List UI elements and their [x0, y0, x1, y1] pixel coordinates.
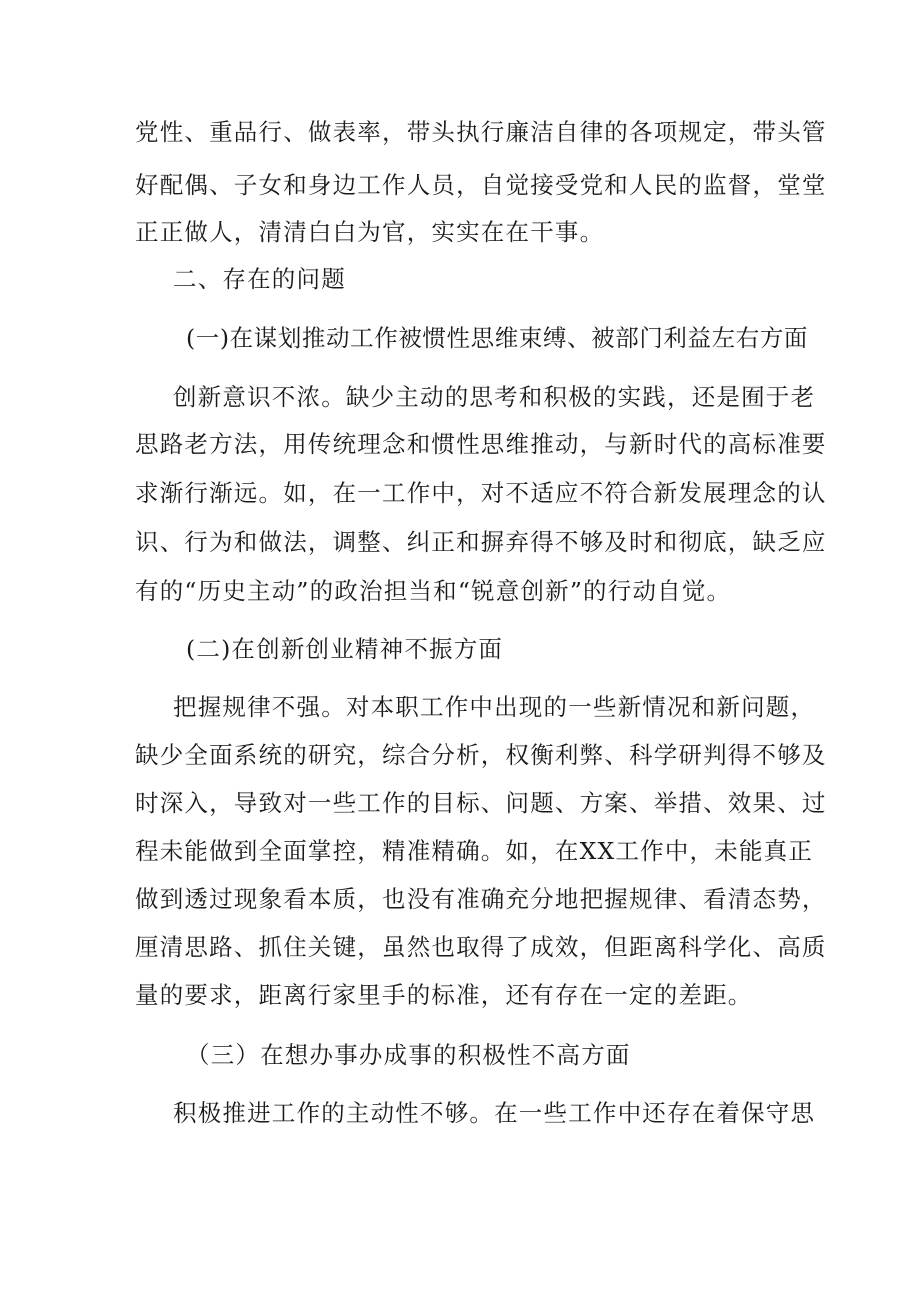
subsection-heading: (一)在谋划推动工作被惯性思维束缚、被部门利益左右方面	[186, 324, 809, 352]
subsection-heading: (二)在创新创业精神不振方面	[186, 635, 504, 663]
subsection-heading: （三）在想办事办成事的积极性不高方面	[186, 1041, 631, 1069]
body-text-line: 创新意识不浓。缺少主动的思考和积极的实践，还是囿于老	[173, 383, 816, 411]
section-heading: 二、存在的问题	[173, 265, 346, 293]
body-text-line: 思路老方法，用传统理念和惯性思维推动，与新时代的高标准要	[135, 430, 827, 458]
body-text-line: 有的“历史主动”的政治担当和“锐意创新”的行动自觉。	[135, 577, 732, 605]
body-text-line: 求渐行渐远。如，在一工作中，对不适应不符合新发展理念的认	[135, 479, 827, 507]
body-text-line: 时深入，导致对一些工作的目标、问题、方案、举措、效果、过	[135, 789, 827, 817]
body-text-line: 识、行为和做法，调整、纠正和摒弃得不够及时和彻底，缺乏应	[135, 528, 827, 556]
body-text-line: 厘清思路、抓住关键，虽然也取得了成效，但距离科学化、高质	[135, 933, 827, 961]
body-text-line: 积极推进工作的主动性不够。在一些工作中还存在着保守思	[173, 1099, 816, 1127]
body-text-line: 程未能做到全面掌控，精准精确。如，在XX工作中，未能真正	[135, 837, 814, 865]
body-text-line: 好配偶、子女和身边工作人员，自觉接受党和人民的监督，堂堂	[135, 171, 827, 199]
body-text-line: 党性、重品行、做表率，带头执行廉洁自律的各项规定，带头管	[135, 118, 827, 146]
body-text-line: 把握规律不强。对本职工作中出现的一些新情况和新问题，	[173, 693, 816, 721]
body-text-line: 量的要求，距离行家里手的标准，还有存在一定的差距。	[135, 981, 753, 1009]
body-text-line: 正正做人，清清白白为官，实实在在干事。	[135, 218, 605, 246]
body-text-line: 缺少全面系统的研究，综合分析，权衡利弊、科学研判得不够及	[135, 741, 827, 769]
body-text-line: 做到透过现象看本质，也没有准确充分地把握规律、看清态势，	[135, 885, 827, 913]
